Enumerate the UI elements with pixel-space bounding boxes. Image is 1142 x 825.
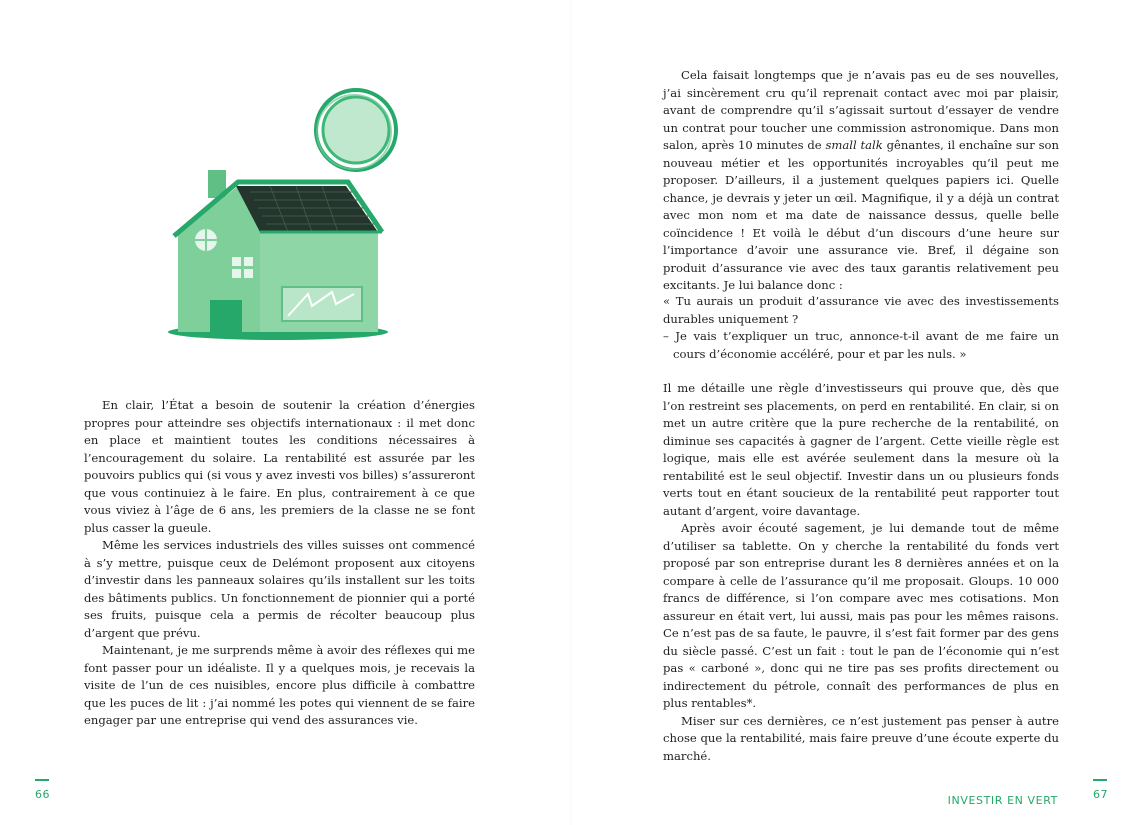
paragraph: Maintenant, je me surprends même à avoir des réflexes qui me font passer pour un idéaliste. Il y a quelques mois, je recevais la visite de l’un de ces nuisibles, encore plus difficile à combattre que les puces de lit : j’ai nommé les potes qui viennent de se faire engager par une entreprise qui vend des assurances vie. (84, 643, 475, 727)
folio-rule (35, 779, 49, 781)
page-number-right (1093, 779, 1107, 801)
house-with-solar-panels-and-sun-icon (160, 82, 410, 352)
paragraph: Même les services industriels des villes suisses ont commencé à s’y mettre, puisque ceux de Delémont proposent aux citoyens d’investir dans les panneaux solaires qu’ils installent sur les toits des bâtiments publics. Un fonctionnement de pionnier qui a porté ses fruits, puisque cela a permis de récolter beaucoup plus d’argent que prévu. (84, 538, 475, 640)
folio-rule (1093, 779, 1107, 781)
body-text-right-bottom (663, 380, 1059, 765)
body-text-left (84, 397, 475, 730)
page-number-left (35, 779, 50, 801)
page-number: 67 (1093, 788, 1108, 801)
paragraph (663, 67, 1059, 295)
paragraph: Il me détaille une règle d’investisseurs qui prouve que, dès que l’on restreint ses placements, on perd en rentabilité. En clair, si on met un autre critère que la pure recherche de la rentabilité, on diminue ses capacités à gagner de l’argent. Cette vieille règle est logique, mais elle est avérée seulement dans la mesure où la rentabilité est le seul objectif. Investir dans un ou plusieurs fonds verts tout en étant soucieux de la rentabilité peut rapporter tout autant d’argent, voire davantage. (663, 381, 1059, 518)
text-run: Cela faisait longtemps que je n’avais pas eu de ses nouvelles, j’ai sincèrement cru qu’il reprenait contact avec moi par plaisir, avant de comprendre qu’il s’agissait surtout d’essayer de vendre un contrat pour toucher une commission astronomique. Dans mon salon, après 10 minutes de (663, 68, 1059, 152)
right-page (571, 0, 1142, 825)
dialogue-line: – Je vais t’expliquer un truc, annonce-t-il avant de me faire un cours d’économie accéléré, pour et par les nuls. » (663, 329, 1059, 361)
dialogue-block (663, 293, 1059, 363)
italic-text-run: small talk (825, 138, 883, 152)
running-head: INVESTIR EN VERT (947, 794, 1058, 807)
paragraph: Miser sur ces dernières, ce n’est justement pas penser à autre chose que la rentabilité, mais faire preuve d’une écoute experte du marché. (663, 713, 1059, 763)
paragraph: En clair, l’État a besoin de soutenir la création d’énergies propres pour atteindre ses objectifs internationaux : il met donc en place et maintient toutes les conditions nécessaires à l’encouragement du solaire. La rentabilité est assurée par les pouvoirs publics qui (si vous y avez investi vos billes) s’assureront que vous continuiez à le faire. En plus, contrairement à ce que vous viviez à l’âge de 6 ans, les premiers de la classe ne se font plus casser la gueule. (84, 398, 475, 535)
page-number: 66 (35, 788, 50, 801)
body-text-right-top (663, 67, 1059, 295)
dialogue-line: « Tu aurais un produit d’assurance vie avec des investissements durables uniquement ? (663, 294, 1059, 326)
sun-icon (316, 90, 396, 170)
paragraph: Après avoir écouté sagement, je lui demande tout de même d’utiliser sa tablette. On y cherche la rentabilité du fonds vert proposé par son entreprise durant les 8 dernières années et on la compare à celle de l’assurance qu’il me proposait. Gloups. 10 000 francs de différence, si l’on compare avec mes cotisations. Mon assureur en était vert, lui aussi, mais pas pour les mêmes raisons. Ce n’est pas de sa faute, le pauvre, il s’est fait former par des gens du siècle passé. C’est un fait : tout le pan de l’économie qui n’est pas « carboné », donc qui ne tire pas ses profits directement ou indirectement du pétrole, connaît des performances de plus en plus rentables*. (663, 521, 1059, 710)
text-run: gênantes, il enchaîne sur son nouveau métier et les opportunités incroyables qu’il peut me proposer. D’ailleurs, il a justement quelques papiers ici. Quelle chance, je devrais y jeter un œil. Magnifique, il y a déjà un contrat avec mon nom et ma date de naissance dessus, quelle belle coïncidence ! Et voilà le début d’un discours d’une heure sur l’importance d’avoir une assurance vie. Bref, il dégaine son produit d’assurance vie avec des taux garantis relativement peu excitants. Je lui balance donc : (663, 138, 1059, 292)
